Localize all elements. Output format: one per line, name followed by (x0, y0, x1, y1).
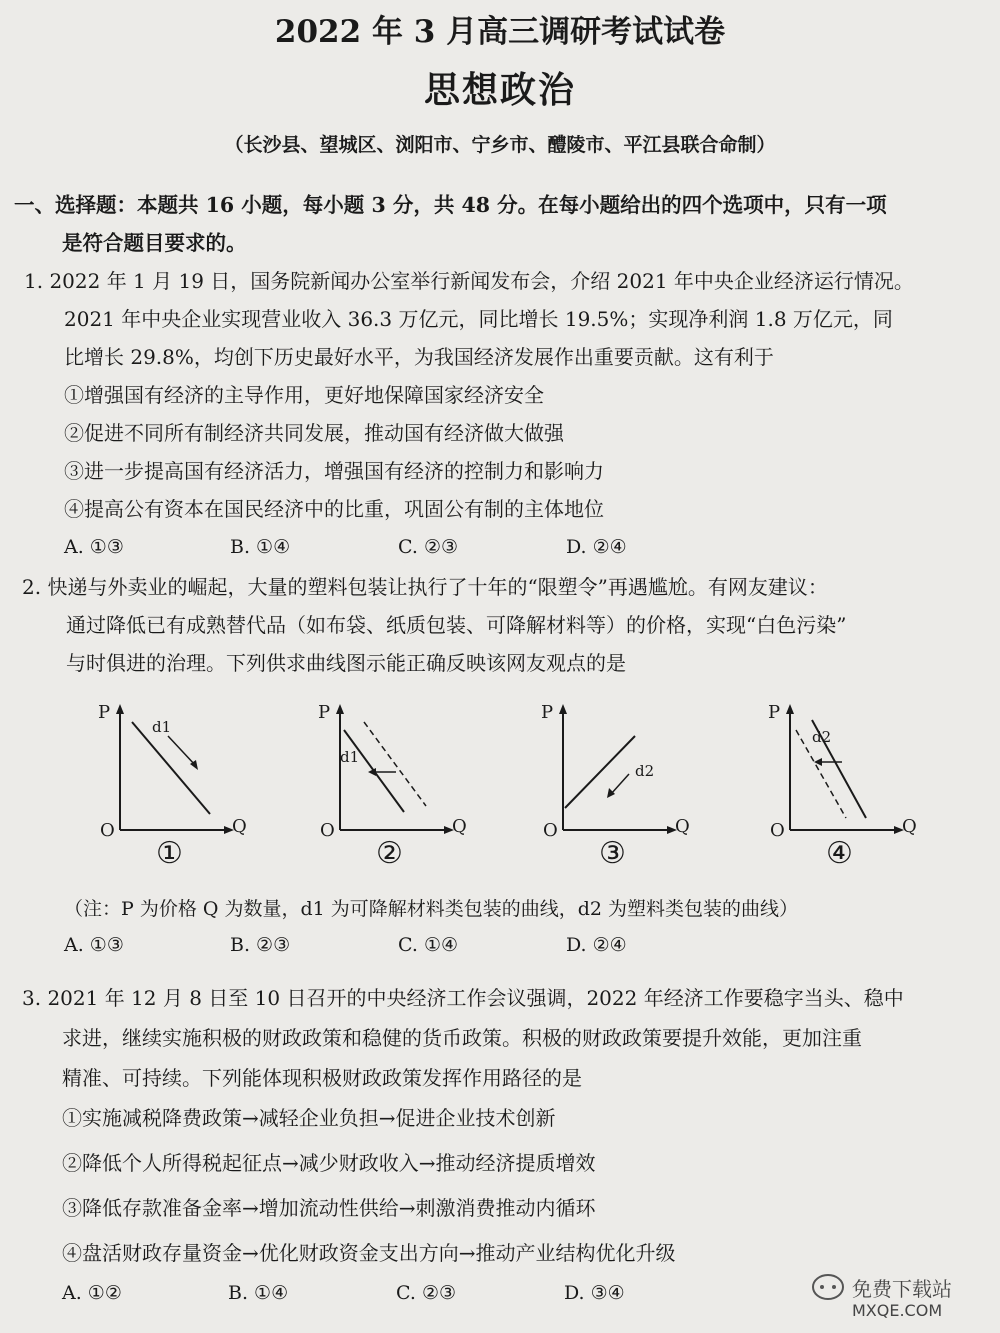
graph-2 (312, 700, 512, 885)
q1-statement-2: ②促进不同所有制经济共同发展，推动国有经济做大做强 (64, 421, 564, 445)
q1-stem-line1: 1. 2022 年 1 月 19 日，国务院新闻办公室举行新闻发布会，介绍 2021 年中央企业经济运行情况。 (24, 269, 914, 293)
q1-statement-3: ③进一步提高国有经济活力，增强国有经济的控制力和影响力 (64, 459, 604, 483)
graph-4 (762, 700, 962, 885)
graph-2-plot (312, 700, 512, 885)
graph-2-original-curve (364, 722, 426, 806)
q3-option-a[interactable]: A. ①② (62, 1282, 122, 1304)
graph-1-curve-label: d1 (152, 718, 172, 736)
graph-4-o-label: O (770, 820, 785, 841)
q3-stem-line3: 精准、可持续。下列能体现积极财政政策发挥作用路径的是 (62, 1066, 582, 1090)
graph-3-o-label: O (543, 820, 558, 841)
graph-3-price-arrow (559, 704, 567, 714)
q2-option-b[interactable]: B. ②③ (230, 934, 291, 956)
site-watermark (810, 1251, 970, 1331)
graph-3-shift-arrow (611, 774, 629, 794)
graph-4-q-label: Q (902, 816, 917, 837)
q3-statement-4: ④盘活财政存量资金→优化财政资金支出方向→推动产业结构优化升级 (62, 1241, 676, 1265)
q1-statement-4: ④提高公有资本在国民经济中的比重，巩固公有制的主体地位 (64, 497, 604, 521)
subject-title: 思想政治 (423, 69, 576, 111)
q1-stem-line3: 比增长 29.8%，均创下历史最好水平，为我国经济发展作出重要贡献。这有利于 (64, 345, 774, 369)
graph-2-curve-label: d1 (340, 748, 360, 766)
graph-2-p-label: P (318, 702, 331, 723)
q2-note: （注：P 为价格 Q 为数量，d1 为可降解材料类包装的曲线，d2 为塑料类包装的曲线） (64, 898, 799, 920)
graph-2-price-arrow (336, 704, 344, 714)
q2-stem-line2: 通过降低已有成熟替代品（如布袋、纸质包装、可降解材料等）的价格，实现“白色污染” (66, 613, 847, 637)
graph-1-price-arrow (116, 704, 124, 714)
section-heading-line1: 一、选择题：本题共 16 小题，每小题 3 分，共 48 分。在每小题给出的四个选项中，只有一项 (14, 193, 887, 217)
graph-4-shift-arrowhead (814, 758, 822, 766)
q1-option-b[interactable]: B. ①④ (230, 536, 291, 558)
q3-statement-2: ②降低个人所得税起征点→减少财政收入→推动经济提质增效 (62, 1151, 596, 1175)
q1-option-a[interactable]: A. ①③ (64, 536, 124, 558)
graph-3 (535, 700, 735, 885)
q2-stem-line3: 与时俱进的治理。下列供求曲线图示能正确反映该网友观点的是 (66, 651, 626, 675)
watermark-text: 免费下载站 (852, 1277, 952, 1301)
graph-3-plot (535, 700, 735, 885)
graph-1-p-label: P (98, 702, 111, 723)
q3-stem-line2: 求进，继续实施积极的财政政策和稳健的货币政策。积极的财政政策要提升效能，更加注重 (62, 1026, 862, 1050)
graph-1-plot (92, 700, 292, 885)
graph-3-q-label: Q (675, 816, 690, 837)
graph-1 (92, 700, 292, 885)
q2-stem-line1: 2. 快递与外卖业的崛起，大量的塑料包装让执行了十年的“限塑令”再遇尴尬。有网友建议： (22, 575, 828, 599)
graph-1-q-label: Q (232, 816, 247, 837)
chat-bubble-icon (810, 1269, 850, 1309)
q1-option-d[interactable]: D. ②④ (566, 536, 627, 558)
q1-stem-line2: 2021 年中央企业实现营业收入 36.3 万亿元，同比增长 19.5%；实现净利润 1.8 万亿元，同 (64, 307, 893, 331)
graph-3-p-label: P (541, 702, 554, 723)
graph-4-plot (762, 700, 962, 885)
graph-3-curve-label: d2 (635, 762, 655, 780)
q2-option-c[interactable]: C. ①④ (398, 934, 459, 956)
q1-statement-1: ①增强国有经济的主导作用，更好地保障国家经济安全 (64, 383, 544, 407)
q3-statement-1: ①实施减税降费政策→减轻企业负担→促进企业技术创新 (62, 1106, 556, 1130)
graph-4-p-label: P (768, 702, 781, 723)
graph-4-price-arrow (786, 704, 794, 714)
q3-option-c[interactable]: C. ②③ (396, 1282, 457, 1304)
q2-option-d[interactable]: D. ②④ (566, 934, 627, 956)
q2-option-a[interactable]: A. ①③ (64, 934, 124, 956)
q3-stem-line1: 3. 2021 年 12 月 8 日至 10 日召开的中央经济工作会议强调，2022 年经济工作要稳字当头、稳中 (22, 986, 904, 1010)
graph-1-o-label: O (100, 820, 115, 841)
graph-4-number: ④ (826, 836, 853, 871)
q3-statement-3: ③降低存款准备金率→增加流动性供给→刺激消费推动内循环 (62, 1196, 596, 1220)
graph-4-curve-label: d2 (812, 728, 832, 746)
graph-1-shift-arrow (168, 736, 196, 766)
graph-3-curve (565, 736, 635, 808)
graph-2-o-label: O (320, 820, 335, 841)
joint-authors: （长沙县、望城区、浏阳市、宁乡市、醴陵市、平江县联合命制） (224, 134, 776, 156)
q1-option-c[interactable]: C. ②③ (398, 536, 459, 558)
graph-3-number: ③ (599, 836, 626, 871)
graph-2-q-label: Q (452, 816, 467, 837)
graph-1-number: ① (156, 836, 183, 871)
section-heading-line2: 是符合题目要求的。 (62, 231, 247, 255)
graph-2-number: ② (376, 836, 403, 871)
watermark-url: MXQE.COM (852, 1301, 943, 1320)
q3-option-d[interactable]: D. ③④ (564, 1282, 625, 1304)
q3-option-b[interactable]: B. ①④ (228, 1282, 289, 1304)
exam-title: 2022 年 3 月高三调研考试试卷 (274, 14, 726, 50)
graph-3-shift-arrowhead (607, 788, 615, 798)
